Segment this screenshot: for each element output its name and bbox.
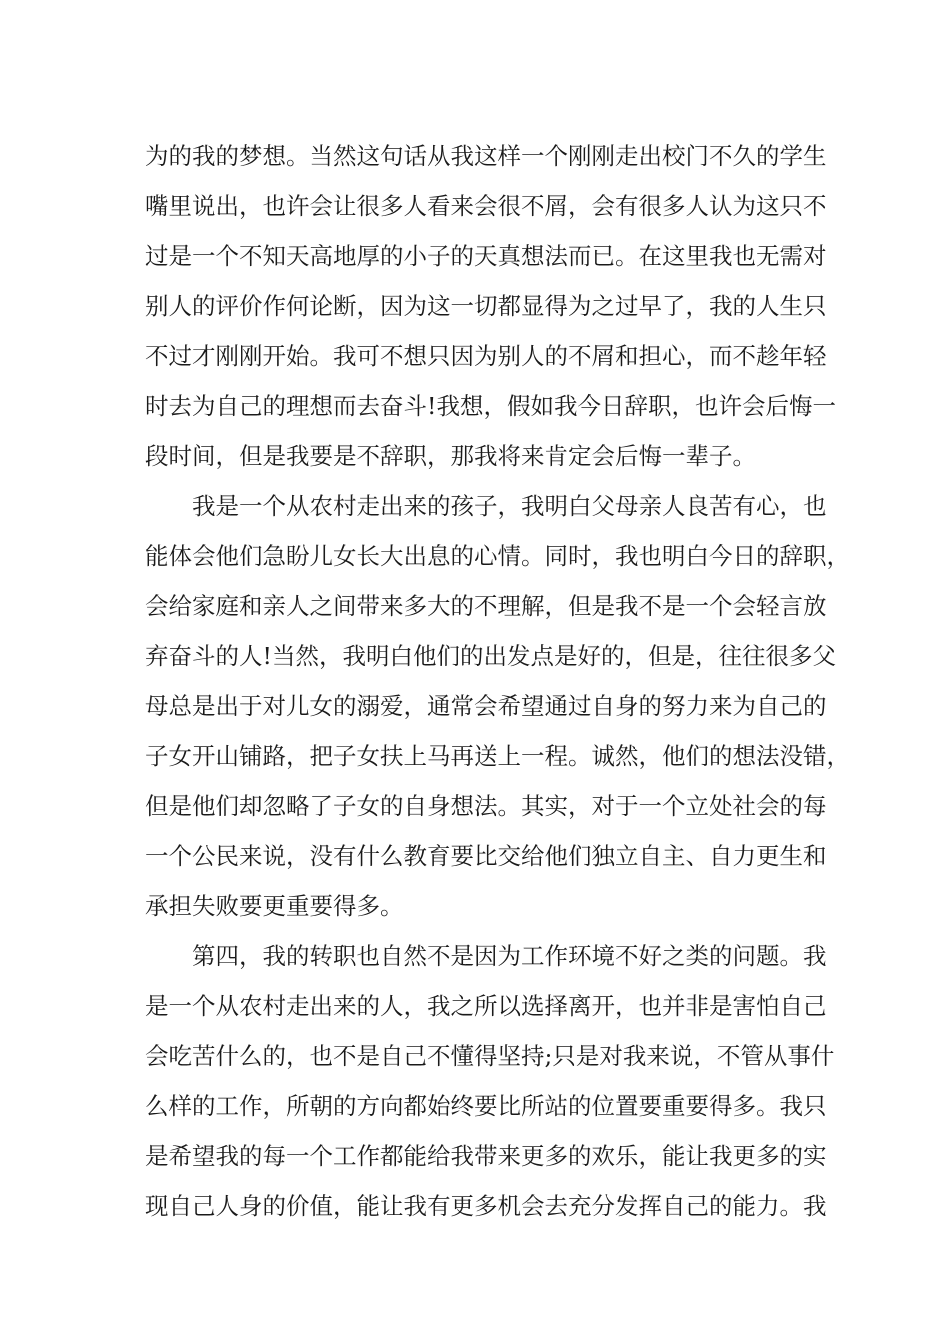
- text-line: 会给家庭和亲人之间带来多大的不理解，但是我不是一个会轻言放: [145, 592, 827, 620]
- paragraph-1: [145, 131, 836, 481]
- text-line: 是希望我的每一个工作都能给我带来更多的欢乐，能让我更多的实: [145, 1142, 827, 1170]
- text-line: 不过才刚刚开始。我可不想只因为别人的不屑和担心，而不趁年轻: [145, 342, 827, 370]
- text-line: 嘴里说出，也许会让很多人看来会很不屑，会有很多人认为这只不: [145, 192, 827, 220]
- text-line: 但是他们却忽略了子女的自身想法。其实，对于一个立处社会的每: [145, 792, 827, 820]
- text-line: 母总是出于对儿女的溺爱，通常会希望通过自身的努力来为自己的: [145, 692, 827, 720]
- text-line: 段时间，但是我要是不辞职，那我将来肯定会后悔一辈子。: [145, 442, 756, 470]
- text-line: 承担失败要更重要得多。: [145, 892, 404, 920]
- text-line: 过是一个不知天高地厚的小子的天真想法而已。在这里我也无需对: [145, 242, 827, 270]
- text-line: 是一个从农村走出来的人，我之所以选择离开，也并非是害怕自己: [145, 992, 827, 1020]
- paragraph-3: [145, 931, 835, 1231]
- text-line: 别人的评价作何论断，因为这一切都显得为之过早了，我的人生只: [145, 292, 827, 320]
- text-line: 子女开山铺路，把子女扶上马再送上一程。诚然，他们的想法没错，: [145, 742, 850, 770]
- text-line: 第四，我的转职也自然不是因为工作环境不好之类的问题。我: [192, 942, 827, 970]
- text-line: 时去为自己的理想而去奋斗!我想，假如我今日辞职，也许会后悔一: [145, 392, 836, 420]
- text-line: 么样的工作，所朝的方向都始终要比所站的位置要重要得多。我只: [145, 1092, 827, 1120]
- text-line: 能体会他们急盼儿女长大出息的心情。同时，我也明白今日的辞职，: [145, 542, 850, 570]
- text-line: 为的我的梦想。当然这句话从我这样一个刚刚走出校门不久的学生: [145, 142, 827, 170]
- text-line: 一个公民来说，没有什么教育要比交给他们独立自主、自力更生和: [145, 842, 827, 870]
- text-line: 我是一个从农村走出来的孩子，我明白父母亲人良苦有心，也: [192, 492, 827, 520]
- paragraph-2: [145, 481, 850, 931]
- text-line: 弃奋斗的人!当然，我明白他们的出发点是好的，但是，往往很多父: [145, 642, 836, 670]
- text-line: 会吃苦什么的，也不是自己不懂得坚持;只是对我来说，不管从事什: [145, 1042, 835, 1070]
- text-line: 现自己人身的价值，能让我有更多机会去充分发挥自己的能力。我: [145, 1192, 827, 1220]
- document-body: [145, 131, 850, 1231]
